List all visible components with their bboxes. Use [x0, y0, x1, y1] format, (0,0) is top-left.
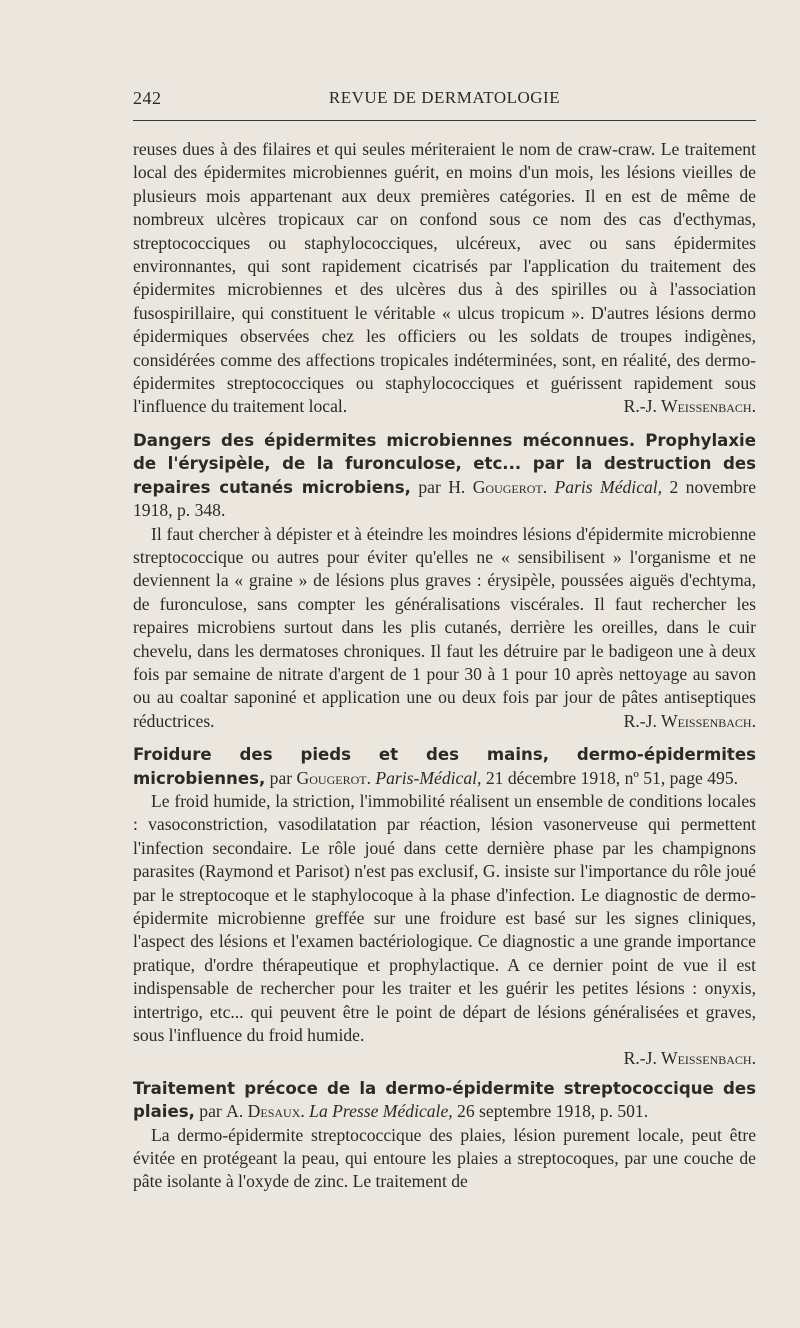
article-2-date: 21 décembre 1918, nº 51, page 495. — [481, 767, 739, 788]
article-2-author: Gougerot. — [296, 767, 371, 788]
article-3-body: La dermo-épidermite streptococcique des plaies, lésion purement locale, peut être évitée en protégeant la peau, qui entoure les plaies a streptocoques, par une couche de pâte isolante à l'oxyde de zinc. Le traitement de — [133, 1124, 756, 1192]
article-2-title: Froidure des pieds et des mains, dermo-épidermites microbiennes, — [133, 745, 756, 788]
running-title: REVUE DE DERMATOLOGIE — [328, 88, 561, 107]
article-2 — [133, 743, 756, 1071]
article-3-journal: La Presse Médicale, — [309, 1101, 453, 1122]
article-3-by: par — [194, 1101, 227, 1122]
intro-signature: R.-J. Weissenbach. — [623, 396, 756, 417]
article-1-body-paragraph — [133, 523, 756, 734]
article-1-heading — [133, 429, 756, 523]
intro-text: reuses dues à des filaires et qui seules mériteraient le nom de craw-craw. Le traitement local des épidermites microbiennes guérit, en moins d'un mois, les lésions vieilles de plusieurs mois appartenant aux deux premières catégories. Il en est de même de nombreux ulcères tropicaux car on confond sous ce nom des cas d'ecthymas, streptococciques ou staphylococciques, ulcéreux, avec ou sans épidermites environnantes, qui sont rapidement cicatrisés par l'application du traitement des épidermites microbiennes et des ulcères dus à des spirilles ou à l'association fusospirillaire, qui constituent le véritable « ulcus tropicum ». D'autres lésions dermo épidermiques observées chez les officiers ou les soldats de troupes indigènes, considérées comme des affections tropicales indéterminées, sont, en réalité, des dermo-épidermites streptococciques ou staphylococciques et guérissent rapidement sous l'influence du traitement local. — [133, 139, 756, 417]
page-body — [133, 138, 756, 1194]
article-3-title: Traitement précoce de la dermo-épidermite streptococcique des plaies, — [133, 1078, 756, 1122]
article-2-journal: Paris-Médical, — [375, 767, 482, 788]
article-3-body-paragraph — [133, 1124, 756, 1194]
running-header — [133, 86, 756, 121]
article-1-author: H. Gougerot. — [448, 476, 548, 497]
article-1-by: par — [410, 476, 449, 497]
article-1-signature: R.-J. Weissenbach. — [623, 710, 756, 731]
article-2-signature: R.-J. Weissenbach. — [623, 1048, 756, 1069]
article-2-by: par — [265, 767, 297, 788]
article-1 — [133, 429, 756, 733]
article-3-author: A. Desaux. — [226, 1101, 305, 1122]
article-3 — [133, 1077, 756, 1194]
intro-paragraph — [133, 138, 756, 419]
article-2-body: Le froid humide, la striction, l'immobilité réalisent un ensemble de conditions locales : vasoconstriction, vasodilatation par réaction, lésion vasonerveuse qui permettent l'infection secondaire. Le rôle joué dans cette dernière phase par les champignons parasites (Raymond et Parisot) n'est pas exclusif, G. insiste sur l'importance du rôle joué par le streptocoque et le staphylocoque à la phase d'infection. Le diagnostic de dermo-épidermite microbienne greffée sur une froidure est basé sur les signes cliniques, l'aspect des lésions et l'examen bactériologique. Ce diagnostic a une grande importance pratique, d'ordre thérapeutique et prophylactique. A ce dernier point de vue il est indispensable de rechercher pour les traiter et les guérir les petites lésions : onyxis, intertrigo, etc... qui peuvent être le point de départ de lésions généralisées et graves, sous l'influence du froid humide. — [133, 790, 756, 1046]
article-2-heading — [133, 743, 756, 790]
article-3-date: 26 septembre 1918, p. 501. — [452, 1101, 649, 1122]
article-1-title: Dangers des épidermites microbiennes méconnues. Prophylaxie de l'érysipèle, de la furonculose, etc... par la destruction des repaires cutanés microbiens, — [133, 430, 756, 497]
article-1-journal: Paris Médical, — [554, 476, 663, 497]
article-1-date: 2 novembre 1918, p. 348. — [133, 476, 757, 521]
article-1-body: Il faut chercher à dépister et à éteindre les moindres lésions d'épidermite microbienne streptococcique ou autres pour éviter qu'elles ne « sensibilisent » l'organisme et ne deviennent la « graine » de lésions plus graves : érysipèle, poussées aiguës d'echtyma, de furonculose, sans compter les généralisations viscérales. Il faut rechercher les repaires microbiens surtout dans les plis cutanés, derrière les oreilles, dans le cuir chevelu, dans les dermatoses chroniques. Il faut les détruire par le badigeon une à deux fois par semaine de nitrate d'argent de 1 pour 30 à 1 pour 10 après nettoyage au savon ou au coaltar saponiné et application une ou deux fois par jour de pâtes antiseptiques réductrices. — [133, 523, 756, 731]
article-2-body-paragraph — [133, 790, 756, 1047]
article-3-heading — [133, 1077, 756, 1124]
page-number: 242 — [133, 88, 162, 108]
